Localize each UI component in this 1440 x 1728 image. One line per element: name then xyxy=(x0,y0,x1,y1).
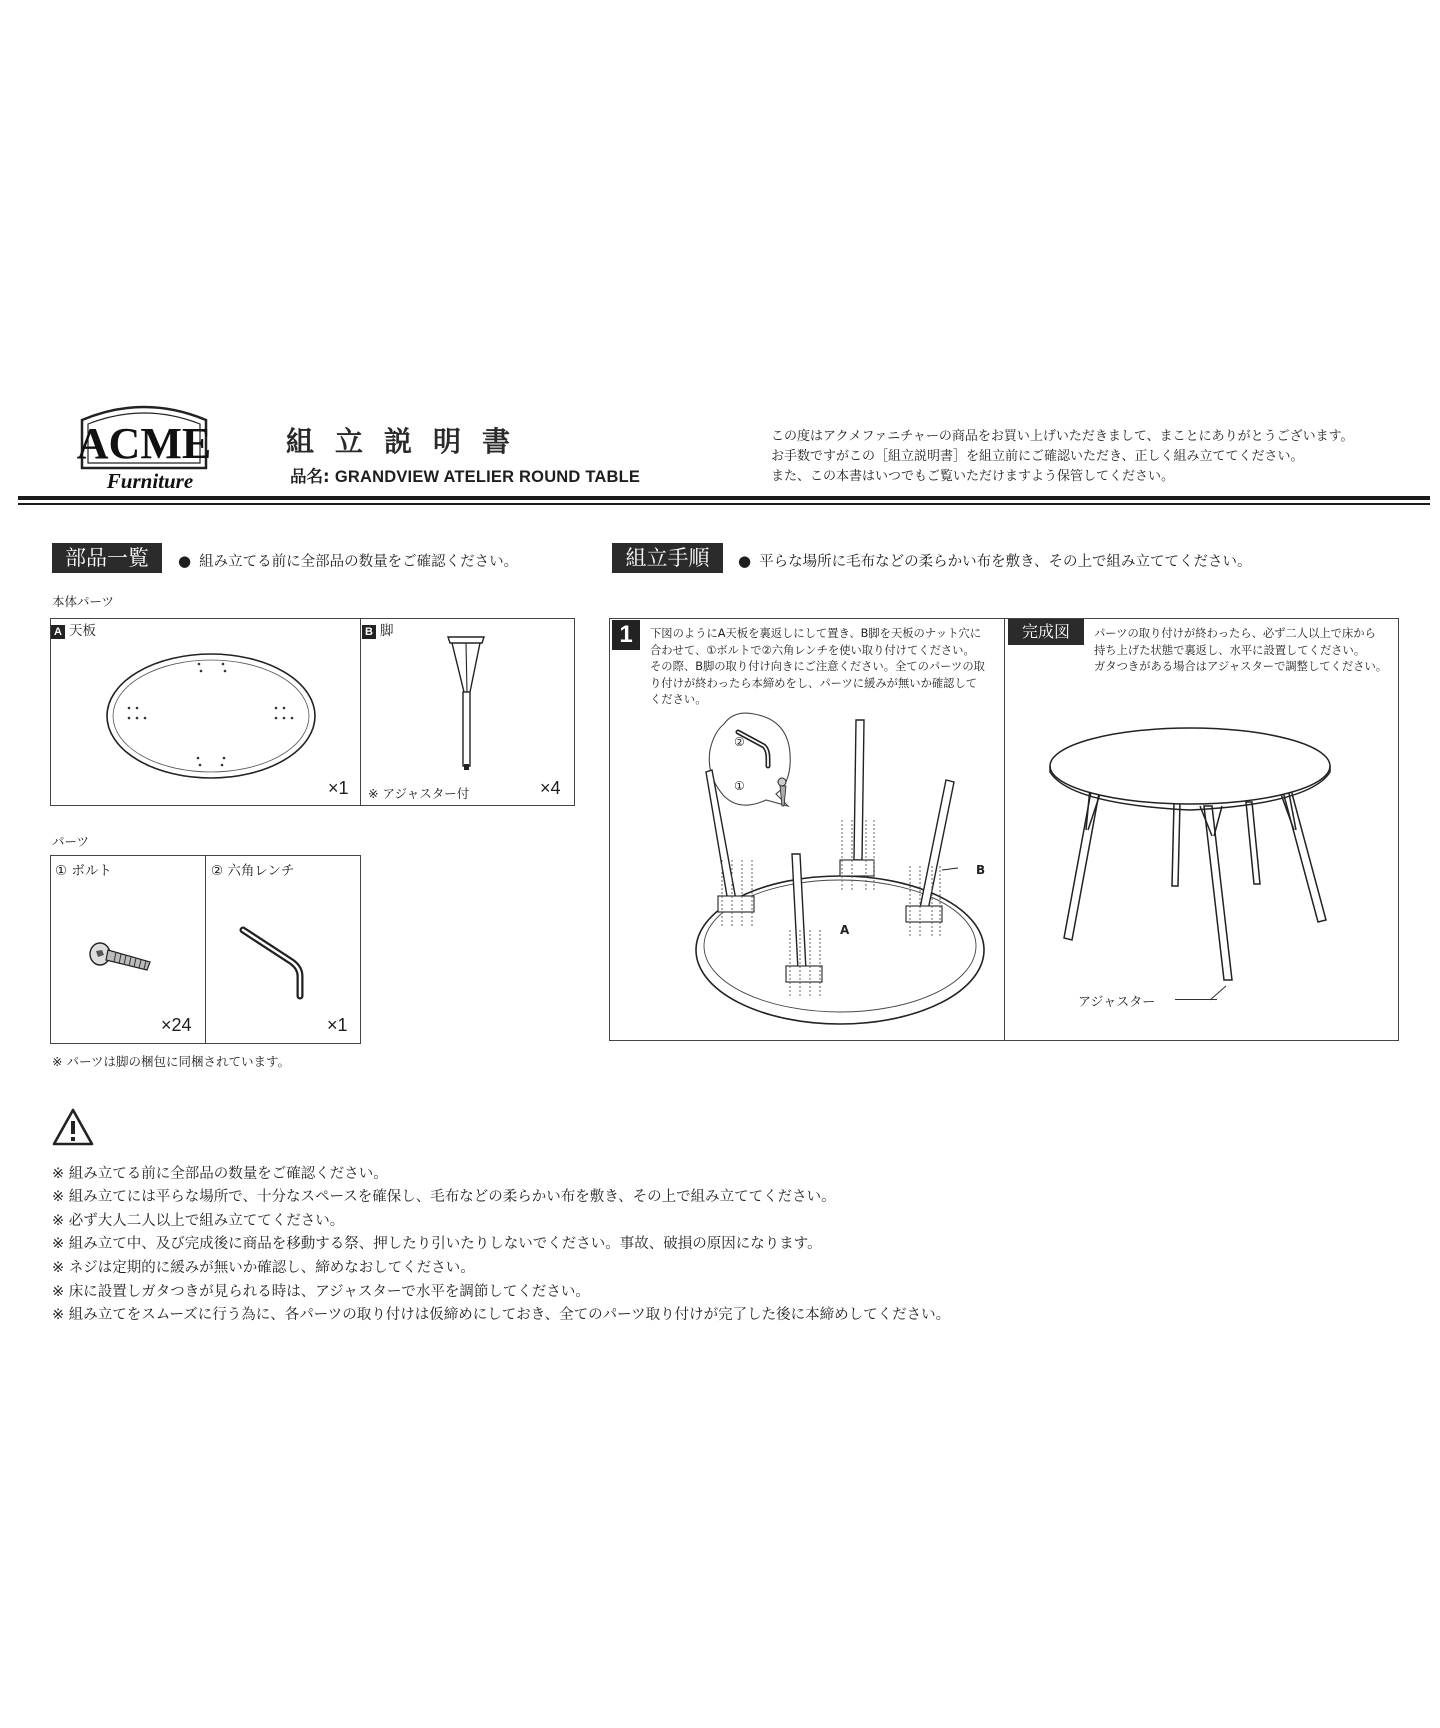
warning-5: ※ ネジは定期的に緩みが無いか確認し、締めなおしてください。 xyxy=(52,1260,475,1276)
completed-table-illustration xyxy=(1050,724,1350,984)
complete-line-2: 持ち上げた状態で裏返し、水平に設置してください。 xyxy=(1094,643,1366,657)
manual-title: 組立説明書 xyxy=(286,425,532,458)
product-name: GRANDVIEW ATELIER ROUND TABLE xyxy=(334,468,641,486)
part-b-qty: ×4 xyxy=(540,778,561,798)
wrench-name: ② 六角レンチ xyxy=(211,863,295,879)
part-b-tag: B xyxy=(362,625,376,639)
logo-graphic xyxy=(76,400,212,498)
product-line xyxy=(290,463,640,487)
panel-divider xyxy=(1004,618,1005,1041)
header-divider-thin xyxy=(18,503,1430,505)
part-a-tag: A xyxy=(51,625,65,639)
warning-6: ※ 床に設置しガタつきが見られる時は、アジャスターで水平を調節してください。 xyxy=(52,1284,590,1300)
complete-text xyxy=(1094,626,1387,676)
intro-line-3: また、この本書はいつでもご覧いただけますよう保管してください。 xyxy=(771,469,1175,484)
parts-section-label: 部品一覧 xyxy=(52,543,162,573)
step-1-line-2: 合わせて、①ボルトで②六角レンチを使い取り付けてください。 xyxy=(650,643,975,657)
body-parts-title: 本体パーツ xyxy=(52,594,115,609)
warning-icon xyxy=(51,1107,95,1147)
step-1-illustration xyxy=(690,710,990,1030)
warning-2: ※ 組み立てには平らな場所で、十分なスペースを確保し、毛布などの柔らかい布を敷き、その上で組み立ててください。 xyxy=(52,1189,836,1205)
part-a-header xyxy=(51,619,96,639)
warning-4: ※ 組み立て中、及び完成後に商品を移動する祭、押したり引いたりしないでください。事故、破損の原因になります。 xyxy=(52,1236,822,1252)
assembly-section-note: ● 平らな場所に毛布などの柔らかい布を敷き、その上で組み立ててください。 xyxy=(738,550,1252,571)
callout-wrench-label: ② xyxy=(734,735,745,749)
bolt-name: ① ボルト xyxy=(55,863,112,879)
parts-section-note: ● 組み立てる前に全部品の数量をご確認ください。 xyxy=(178,550,518,571)
leg-drawing xyxy=(444,634,488,772)
hex-wrench-icon xyxy=(240,922,314,1002)
tabletop-drawing xyxy=(104,652,318,782)
bolt-icon xyxy=(86,940,156,980)
step-1-line-3: その際、B脚の取り付け向きにご注意ください。全てのパーツの取 xyxy=(650,660,985,673)
complete-line-3: ガタつきがある場合はアジャスターで調整してください。 xyxy=(1094,660,1388,673)
warning-7: ※ 組み立てをスムーズに行う為に、各パーツの取り付けは仮締めにしておき、全てのパーツ取り付けが完了した後に本締めしてください。 xyxy=(52,1307,951,1323)
warning-3: ※ 必ず大人二人以上で組み立ててください。 xyxy=(52,1213,345,1229)
hardware-title: パーツ xyxy=(52,834,90,849)
complete-label: 完成図 xyxy=(1008,619,1084,645)
adjuster-leader xyxy=(1175,999,1217,1000)
wrench-qty: ×1 xyxy=(327,1015,348,1035)
bolt-qty: ×24 xyxy=(161,1015,192,1035)
header-divider xyxy=(18,496,1430,500)
step-1-line-5: ください。 xyxy=(650,693,707,706)
acme-logo xyxy=(76,400,212,498)
warning-1: ※ 組み立てる前に全部品の数量をご確認ください。 xyxy=(52,1166,388,1182)
step-1-line-1: 下図のようにA天板を裏返しにして置き、B脚を天板のナット穴に xyxy=(650,627,982,640)
part-b-name: 脚 xyxy=(380,623,394,639)
step-1-line-4: り付けが終わったら本締めをし、パーツに緩みが無いか確認して xyxy=(650,676,978,690)
product-label: 品名: xyxy=(290,467,330,486)
part-b-header xyxy=(362,619,394,639)
adjuster-label: アジャスター xyxy=(1078,995,1156,1010)
intro-line-1: この度はアクメファニチャーの商品をお買い上げいただきまして、まことにありがとうございます。 xyxy=(771,429,1354,444)
hardware-footnote: ※ パーツは脚の梱包に同梱されています。 xyxy=(52,1054,290,1069)
callout-bolt-label: ① xyxy=(734,779,745,793)
logo-wordmark: ACME xyxy=(76,419,212,468)
logo-subtitle: Furniture xyxy=(106,469,194,493)
assembly-section-label: 組立手順 xyxy=(612,543,723,573)
part-a-qty: ×1 xyxy=(328,778,349,798)
complete-line-1: パーツの取り付けが終わったら、必ず二人以上で床から xyxy=(1094,627,1376,640)
intro-line-2: お手数ですがこの［組立説明書］を組立前にご確認いただき、正しく組み立ててください。 xyxy=(771,449,1304,464)
step-1-number: 1 xyxy=(612,620,640,650)
part-a-name: 天板 xyxy=(69,623,96,639)
step-1-text xyxy=(650,626,985,709)
label-top-a: A xyxy=(840,923,850,937)
part-b-note: ※ アジャスター付 xyxy=(368,786,470,801)
label-leg-b: B xyxy=(976,863,986,877)
